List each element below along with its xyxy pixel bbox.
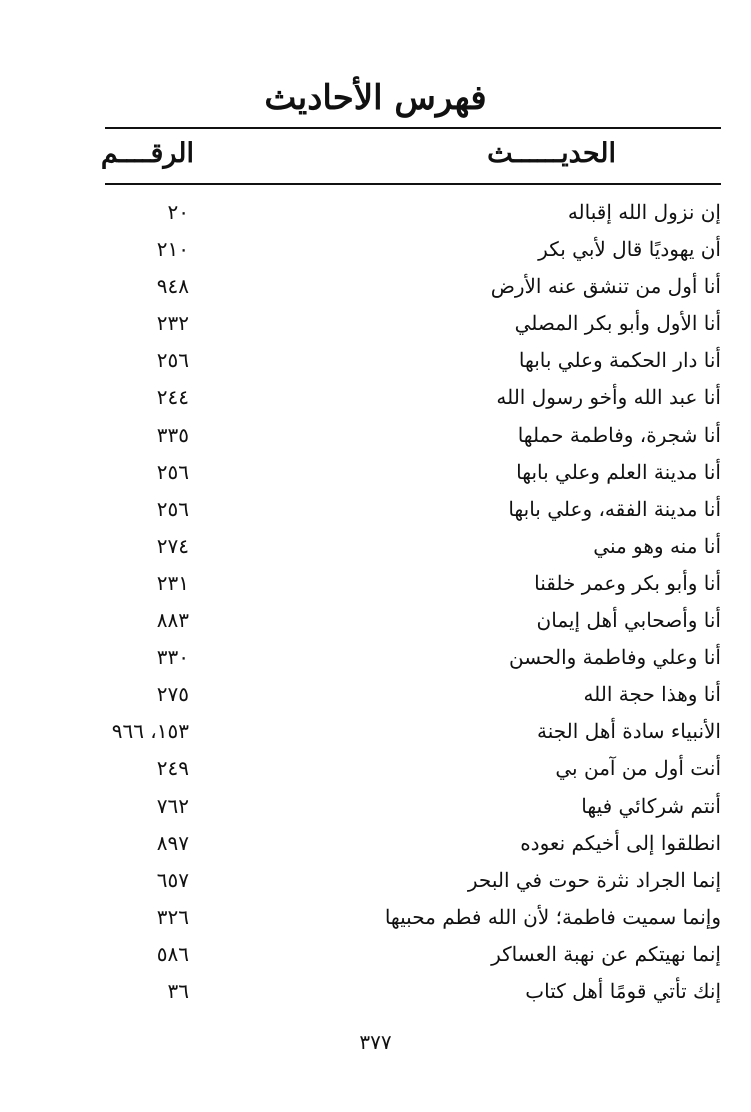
hadith-index-list	[0, 196, 751, 1012]
hadith-number: ٢٥٦	[156, 496, 189, 521]
hadith-number: ٨٩٧	[156, 830, 189, 855]
page-title: فهرس الأحاديث	[264, 78, 487, 118]
index-row	[0, 307, 751, 344]
index-row	[0, 233, 751, 270]
index-row	[0, 270, 751, 307]
hadith-number: ٢٠	[167, 200, 189, 224]
hadith-text: أنا مدينة العلم وعلي بابها	[516, 459, 721, 484]
hadith-number: ١٥٣، ٩٦٦	[111, 719, 189, 744]
hadith-text: إنما نهيتكم عن نهبة العساكر	[491, 941, 721, 966]
index-row	[0, 419, 751, 456]
hadith-number: ٢٤٩	[156, 756, 189, 781]
hadith-text: أن يهوديًا قال لأبي بكر	[538, 237, 721, 262]
hadith-text: انطلقوا إلى أخيكم نعوده	[520, 830, 721, 855]
index-row	[0, 456, 751, 493]
index-row	[0, 827, 751, 864]
hadith-text: أنا عبد الله وأخو رسول الله	[496, 385, 721, 410]
hadith-number: ٢٤٤	[156, 385, 189, 410]
hadith-text: أنا وأبو بكر وعمر خلقنا	[534, 570, 721, 595]
page-number: ٣٧٧	[359, 1030, 392, 1054]
index-row	[0, 864, 751, 901]
hadith-number: ٣٢٦	[156, 904, 189, 929]
index-row	[0, 344, 751, 381]
index-row	[0, 641, 751, 678]
index-row	[0, 493, 751, 530]
column-header-number: الرقــــم	[100, 138, 194, 169]
hadith-number: ٢٧٥	[156, 682, 189, 707]
hadith-text: أنا الأول وأبو بكر المصلي	[514, 311, 721, 336]
hadith-text: أنتم شركائي فيها	[581, 793, 721, 818]
hadith-text: أنا منه وهو مني	[593, 533, 721, 558]
index-row	[0, 381, 751, 418]
hadith-text: أنا دار الحكمة وعلي بابها	[518, 348, 721, 373]
hadith-text: إنك تأتي قومًا أهل كتاب	[525, 978, 721, 1003]
hadith-number: ٢٣١	[156, 570, 189, 595]
hadith-text: أنا أول من تنشق عنه الأرض	[490, 274, 721, 299]
header-top-rule	[105, 127, 721, 129]
column-header-hadith: الحديــــــث	[487, 138, 616, 169]
hadith-text: الأنبياء سادة أهل الجنة	[537, 719, 721, 744]
hadith-number: ٨٨٣	[156, 608, 189, 633]
index-row	[0, 567, 751, 604]
hadith-text: إن نزول الله إقباله	[567, 200, 721, 224]
index-row	[0, 530, 751, 567]
hadith-number: ٢٥٦	[156, 459, 189, 484]
hadith-number: ٢٥٦	[156, 348, 189, 373]
hadith-number: ٧٦٢	[156, 793, 189, 818]
hadith-text: أنا وعلي وفاطمة والحسن	[509, 645, 721, 670]
hadith-number: ٣٣٥	[156, 422, 189, 447]
index-row	[0, 752, 751, 789]
index-row	[0, 790, 751, 827]
index-row	[0, 604, 751, 641]
index-row	[0, 678, 751, 715]
hadith-text: وإنما سميت فاطمة؛ لأن الله فطم محبيها	[384, 904, 721, 929]
hadith-number: ٥٨٦	[156, 941, 189, 966]
hadith-number: ٩٤٨	[156, 274, 189, 299]
hadith-text: أنا وهذا حجة الله	[583, 682, 721, 707]
index-row	[0, 901, 751, 938]
hadith-number: ٣٣٠	[156, 645, 189, 670]
index-row	[0, 938, 751, 975]
hadith-text: أنا وأصحابي أهل إيمان	[536, 608, 721, 633]
header-bottom-rule	[105, 183, 721, 185]
hadith-number: ٣٦	[167, 978, 189, 1003]
index-row	[0, 715, 751, 752]
hadith-text: إنما الجراد نثرة حوت في البحر	[467, 867, 721, 892]
hadith-text: أنا شجرة، وفاطمة حملها	[517, 422, 721, 447]
hadith-number: ٦٥٧	[156, 867, 189, 892]
index-row	[0, 975, 751, 1012]
index-row	[0, 196, 751, 233]
hadith-number: ٢٣٢	[156, 311, 189, 336]
hadith-text: أنا مدينة الفقه، وعلي بابها	[508, 496, 721, 521]
hadith-number: ٢١٠	[156, 237, 189, 262]
hadith-number: ٢٧٤	[156, 533, 189, 558]
hadith-text: أنت أول من آمن بي	[555, 756, 721, 781]
